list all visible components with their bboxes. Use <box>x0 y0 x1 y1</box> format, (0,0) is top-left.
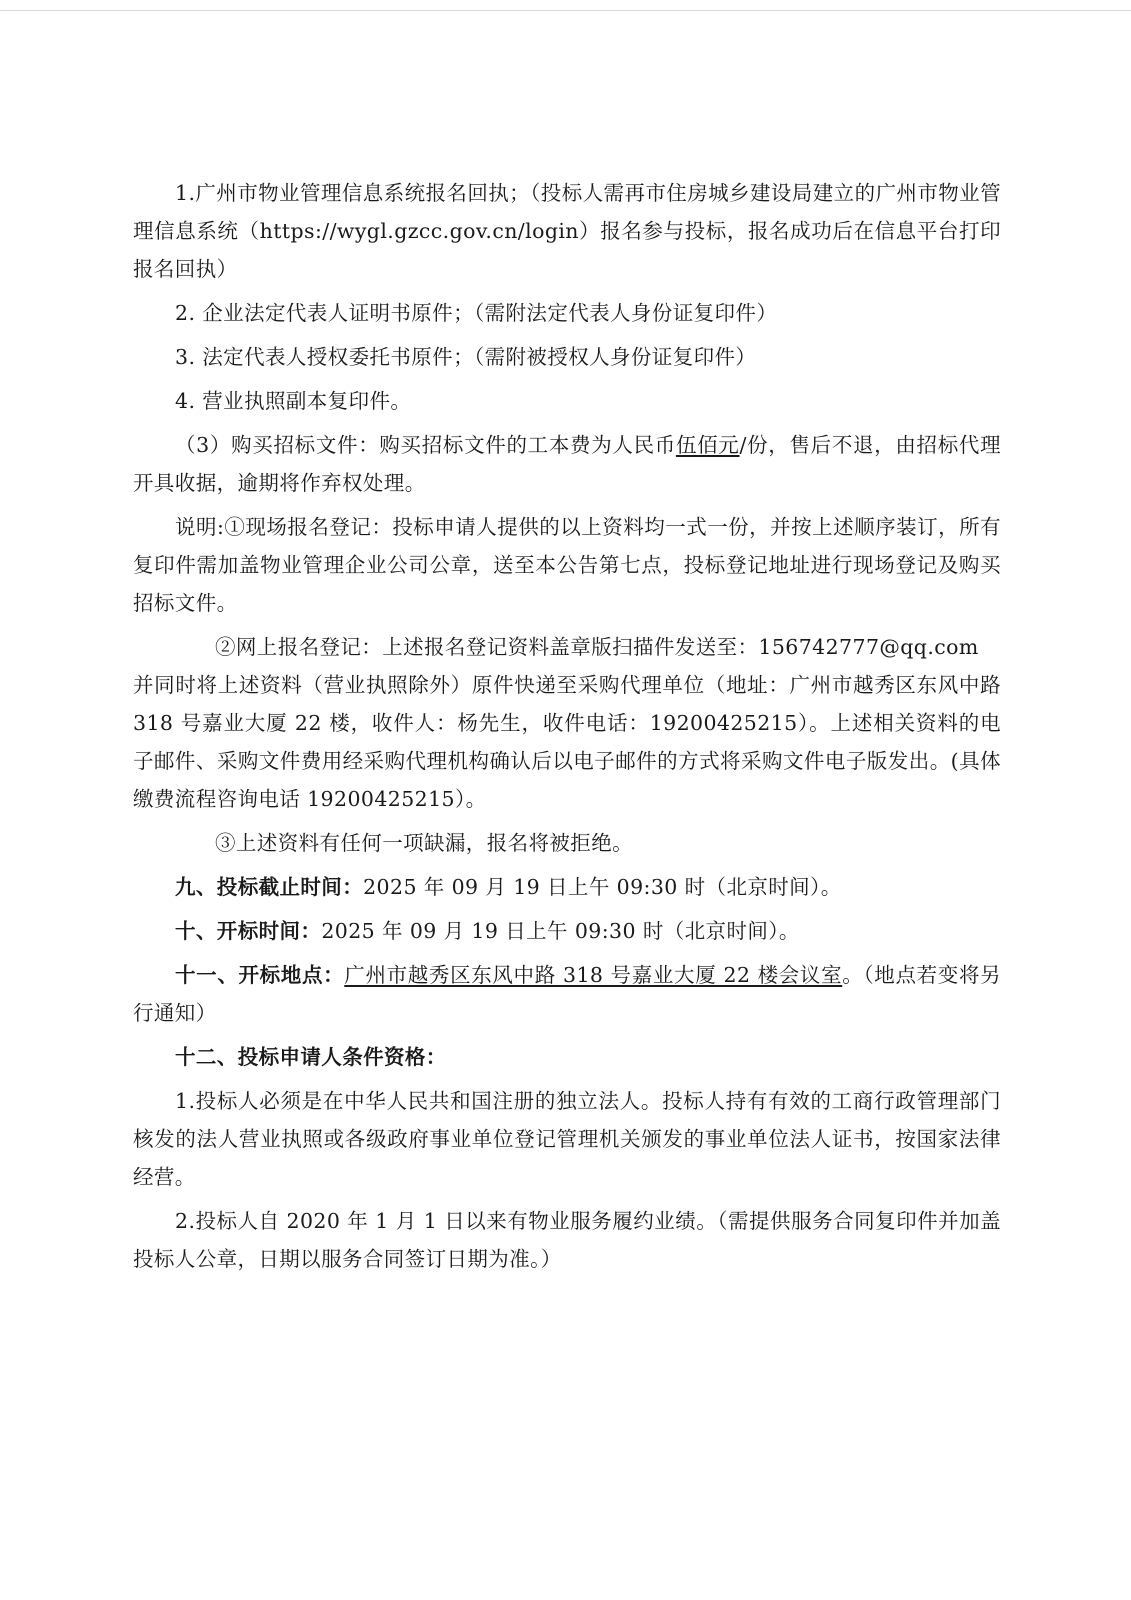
bid-deadline-label: 九、投标截止时间： <box>175 875 364 899</box>
reg-material-item-4: 4. 营业执照副本复印件。 <box>175 389 412 413</box>
qualification-heading: 十二、投标申请人条件资格： <box>175 1045 447 1069</box>
note-online-rest: 并同时将上述资料（营业执照除外）原件快递至采购代理单位（地址：广州市越秀区东风中路 318 号嘉业大厦 22 楼，收件人：杨先生，收件电话：19200425215）。上述相关资料的电子邮件、采购文件费用经采购代理机构确认后以电子邮件的方式将采购文件电子版发出。(具体缴费流程咨询电话 19200425215）。 <box>133 673 1001 811</box>
bid-opening-time <box>133 912 1001 950</box>
bid-opening-time-label: 十、开标时间： <box>175 919 322 943</box>
purchase-tender-docs <box>133 426 1001 502</box>
note-online-registration <box>133 628 1001 818</box>
scan-top-edge <box>0 10 1131 11</box>
bid-opening-place <box>133 956 1001 1032</box>
purchase-amount: 伍佰元 <box>675 433 740 457</box>
qualification-item-2: 2.投标人自 2020 年 1 月 1 日以来有物业服务履约业绩。（需提供服务合同复印件并加盖投标人公章，日期以服务合同签订日期为准。） <box>133 1209 1001 1271</box>
note-missing-materials: ③上述资料有任何一项缺漏，报名将被拒绝。 <box>215 831 633 855</box>
reg-material-item-3: 3. 法定代表人授权委托书原件；（需附被授权人身份证复印件） <box>175 345 757 369</box>
reg-material-item-2: 2. 企业法定代表人证明书原件；（需附法定代表人身份证复印件） <box>175 301 778 325</box>
bid-deadline <box>133 868 1001 906</box>
note-onsite-registration: 说明:①现场报名登记：投标申请人提供的以上资料均一式一份，并按上述顺序装订，所有复印件需加盖物业管理企业公司公章，送至本公告第七点，投标登记地址进行现场登记及购买招标文件。 <box>133 515 1001 615</box>
bid-opening-place-address: 广州市越秀区东风中路 318 号嘉业大厦 22 楼会议室 <box>344 963 843 987</box>
document-body <box>133 174 1001 1284</box>
bid-opening-place-label: 十一、开标地点： <box>175 963 345 987</box>
qualification-item-1: 1.投标人必须是在中华人民共和国注册的独立法人。投标人持有有效的工商行政管理部门核发的法人营业执照或各级政府事业单位登记管理机关颁发的事业单位法人证书，按国家法律经营。 <box>133 1089 1001 1189</box>
bid-opening-time-value: 2025 年 09 月 19 日上午 09:30 时（北京时间）。 <box>321 919 800 943</box>
purchase-suffix: /份，售后不退，由招标代理开具收据，逾期将作弃权处理。 <box>133 433 1002 495</box>
bid-deadline-value: 2025 年 09 月 19 日上午 09:30 时（北京时间）。 <box>363 875 842 899</box>
reg-material-item-1: 1.广州市物业管理信息系统报名回执；（投标人需再市住房城乡建设局建立的广州市物业管理信息系统（https://wygl.gzcc.gov.cn/login）报名参与投标，报名成功后在信息平台打印报名回执） <box>133 181 1001 281</box>
purchase-prefix: （3）购买招标文件：购买招标文件的工本费为人民币 <box>175 433 676 457</box>
note-online-first-line: ②网上报名登记：上述报名登记资料盖章版扫描件发送至：156742777@qq.com <box>215 635 979 659</box>
bid-opening-place-suffix: 。（地点若变将另行通知） <box>133 963 1002 1025</box>
